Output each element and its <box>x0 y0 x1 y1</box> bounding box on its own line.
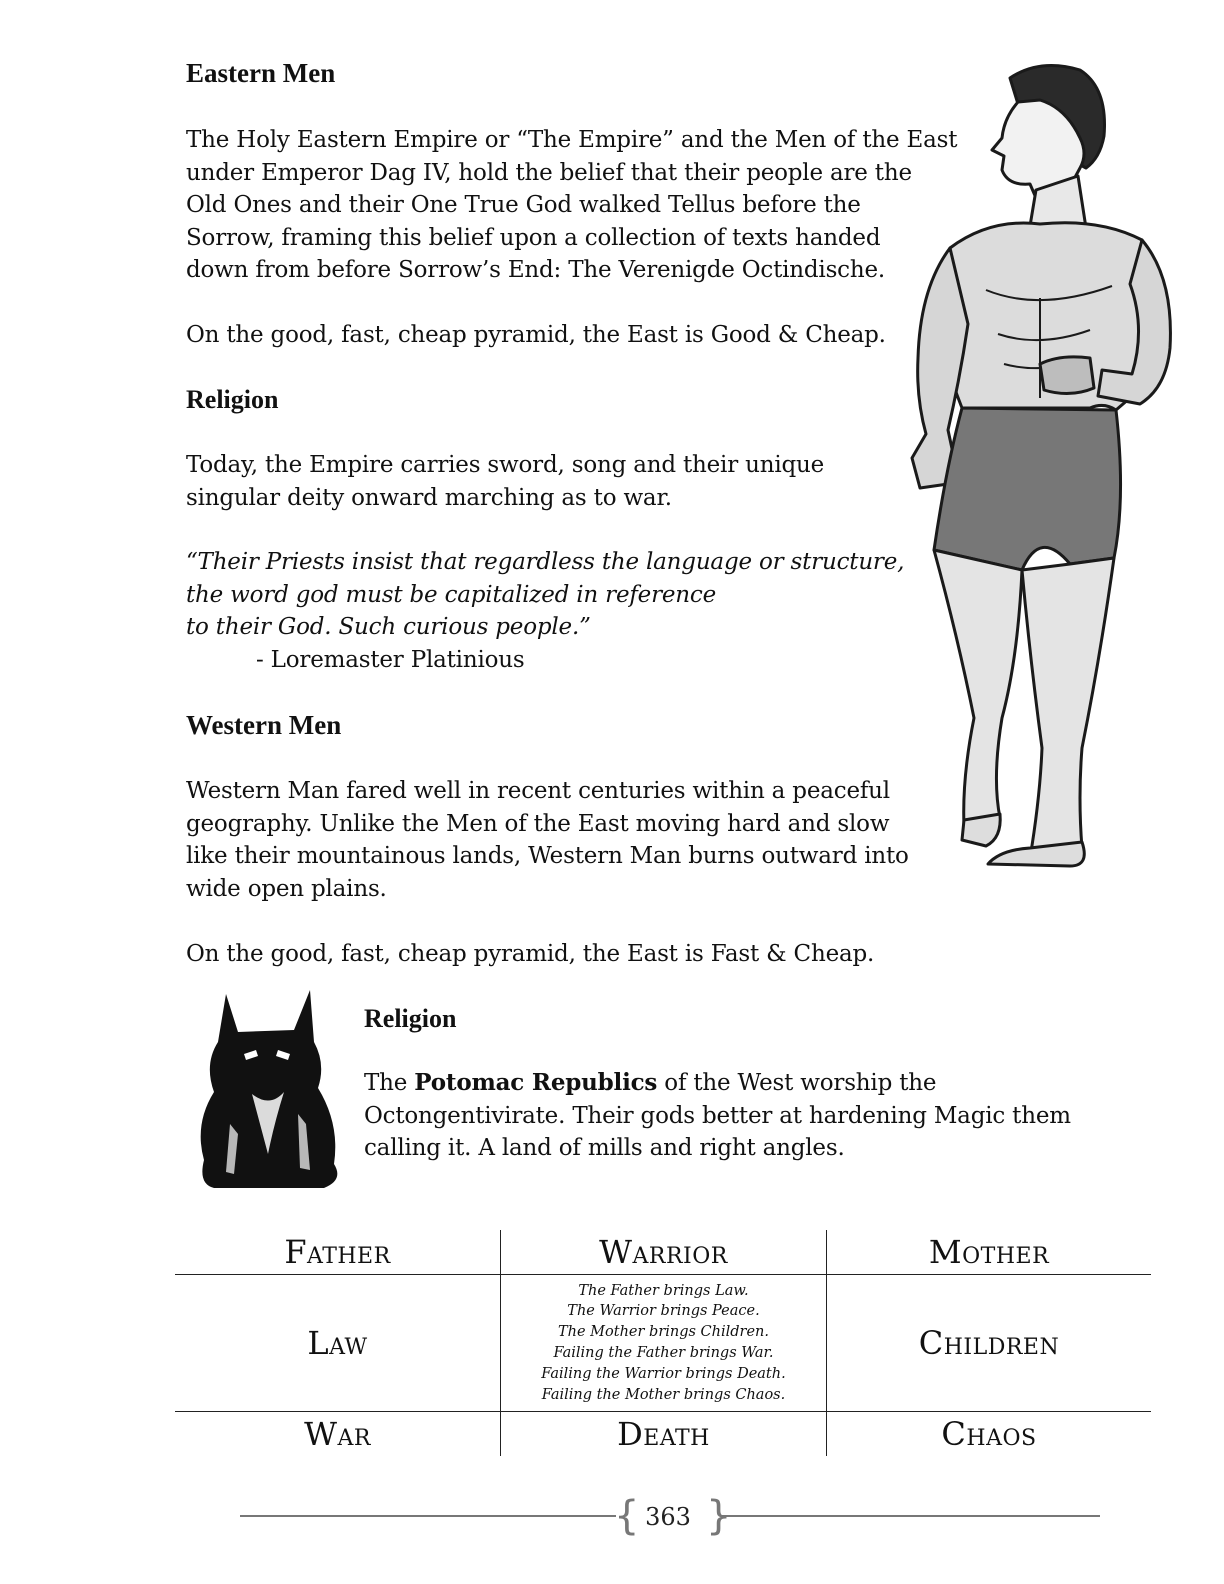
motto-line: The Mother brings Children. <box>557 1324 770 1341</box>
text-line <box>364 1067 1071 1100</box>
quote-line: to their God. Such curious people.” <box>186 614 591 641</box>
text-line: Today, the Empire carries sword, song and their unique <box>186 452 825 478</box>
quote-line: the word god must be capitalized in reference <box>186 581 716 608</box>
motto-line: Failing the Mother brings Chaos. <box>541 1386 786 1403</box>
text-line: Sorrow, framing this belief upon a collection of texts handed <box>186 224 881 251</box>
footer-rule-right <box>720 1515 1100 1517</box>
eastern-intro-paragraph <box>186 124 957 287</box>
table-cell-death: Death <box>617 1415 710 1453</box>
text-line: under Emperor Dag IV, hold the belief that their people are the <box>186 159 912 186</box>
potomac-republics-term: Potomac Republics <box>414 1069 658 1096</box>
western-intro-paragraph <box>186 775 909 905</box>
table-cell-law: Law <box>307 1324 368 1362</box>
western-religion-heading: Religion <box>364 1004 457 1033</box>
eastern-pyramid-line: On the good, fast, cheap pyramid, the East is Good & Cheap. <box>186 322 886 348</box>
text-line: wide open plains. <box>186 875 387 902</box>
table-cell-motto <box>501 1275 826 1411</box>
table-cell-war: War <box>304 1415 371 1453</box>
quote-attribution: - Loremaster Platinious <box>256 646 525 673</box>
table-cell-chaos: Chaos <box>941 1415 1037 1453</box>
text-line: Western Man fared well in recent centuries within a peaceful <box>186 778 890 804</box>
pantheon-table <box>175 1230 1151 1456</box>
motto-line: The Warrior brings Peace. <box>567 1303 760 1320</box>
western-men-heading: Western Men <box>186 710 342 740</box>
eastern-religion-paragraph <box>186 449 824 514</box>
table-header-warrior: Warrior <box>599 1233 728 1271</box>
text-fragment: The <box>364 1070 415 1096</box>
text-line: The Holy Eastern Empire or “The Empire” and the Men of the East <box>186 127 958 153</box>
right-brace-icon: } <box>706 1493 732 1539</box>
motto-line: Failing the Warrior brings Death. <box>541 1365 786 1382</box>
priest-quote <box>186 546 904 676</box>
text-line: singular deity onward marching as to war. <box>186 484 672 511</box>
eastern-religion-heading: Religion <box>186 385 279 414</box>
text-fragment: of the West worship the <box>657 1070 937 1096</box>
western-religion-paragraph <box>364 1067 1071 1165</box>
western-pyramid-line: On the good, fast, cheap pyramid, the East is Fast & Cheap. <box>186 941 875 967</box>
page-number: 363 <box>645 1503 691 1531</box>
eastern-men-heading: Eastern Men <box>186 58 336 88</box>
text-line: Octongentivirate. Their gods better at hardening Magic them <box>364 1102 1071 1129</box>
motto-line: Failing the Father brings War. <box>553 1345 774 1361</box>
footer-rule-left <box>240 1515 616 1517</box>
text-line: calling it. A land of mills and right angles. <box>364 1135 845 1162</box>
eastern-man-illustration <box>890 58 1180 870</box>
motto-line: The Father brings Law. <box>578 1282 749 1299</box>
table-cell-children: Children <box>918 1324 1060 1362</box>
quote-line: “Their Priests insist that regardless the language or structure, <box>186 549 905 575</box>
text-line: Old Ones and their One True God walked Tellus before the <box>186 192 861 219</box>
table-header-father: Father <box>284 1233 391 1271</box>
table-header-mother: Mother <box>928 1233 1050 1271</box>
left-brace-icon: { <box>614 1493 640 1539</box>
cat-illustration <box>194 984 346 1192</box>
text-line: down from before Sorrow’s End: The Verenigde Octindische. <box>186 257 885 284</box>
text-line: geography. Unlike the Men of the East moving hard and slow <box>186 810 890 837</box>
text-line: like their mountainous lands, Western Man burns outward into <box>186 843 909 870</box>
